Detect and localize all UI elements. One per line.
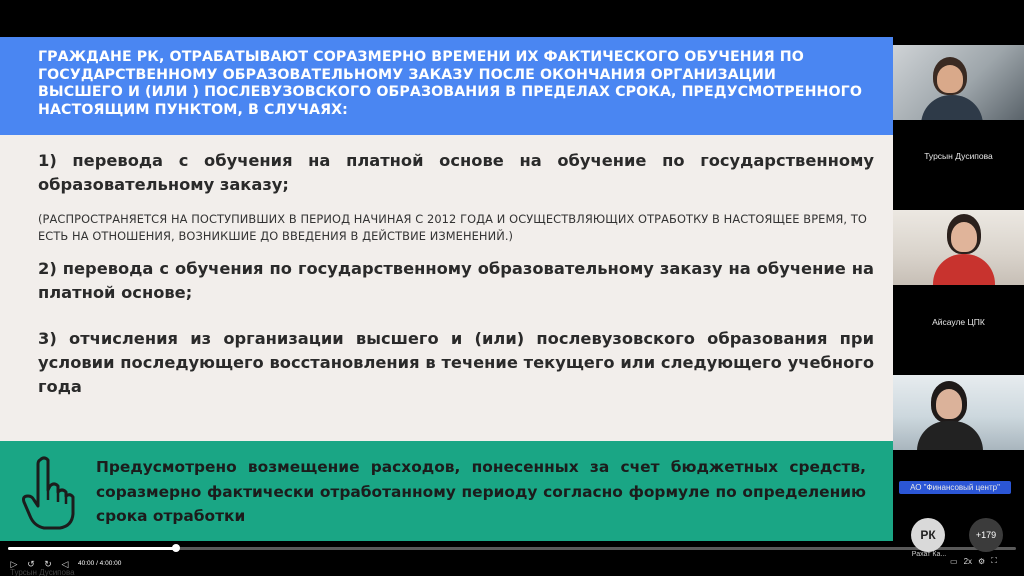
participant-video [893, 45, 1024, 120]
player-settings [950, 556, 997, 566]
volume-icon[interactable]: ◁ [61, 559, 69, 569]
attendee-name: Рахат Ка... [911, 551, 947, 558]
participant-tile[interactable] [893, 37, 1024, 202]
point-1-note: (РАСПРОСТРАНЯЕТСЯ НА ПОСТУПИВШИХ В ПЕРИОД НАЧИНАЯ С 2012 ГОДА И ОСУЩЕСТВЛЯЮЩИХ ОТРАБОТКУ В НАСТОЯЩЕЕ ВРЕМЯ, ТО ЕСТЬ НА ОТНОШЕНИЯ, ВОЗНИКШИЕ ДО ВВЕДЕНИЯ В ДЕЙСТВИЕ ИЗМЕНЕНИЙ.) [38, 212, 867, 243]
presentation-slide [0, 37, 893, 541]
participant-name-active: АО "Финансовый центр" [899, 481, 1011, 494]
participant-name: Айсауле ЦПК [932, 317, 985, 327]
point-3: 3) отчисления из организации высшего и (или) послевузовского образования при условии последующего восстановления в течение текущего или следующего учебного года [38, 329, 874, 396]
participants-panel [893, 37, 1024, 507]
slide-body [38, 149, 874, 399]
participant-name: Турсын Дусипова [924, 151, 993, 161]
slide-footer [0, 441, 893, 541]
gear-icon[interactable]: ⚙ [978, 556, 986, 566]
participant-video [893, 375, 1024, 450]
pointing-hand-icon [20, 456, 78, 530]
rewind-icon[interactable]: ↺ [27, 559, 35, 569]
playback-time: 40:00 / 4:00:00 [78, 560, 122, 567]
participant-video [893, 210, 1024, 285]
play-icon[interactable]: ▷ [10, 559, 18, 569]
progress-thumb[interactable] [172, 544, 180, 552]
point-2: 2) перевода с обучения по государственному образовательному заказу на обучение на платной основе; [38, 259, 874, 302]
speed-button[interactable]: 2x [963, 556, 973, 566]
player-controls [0, 541, 1024, 576]
slide-header-text: ГРАЖДАНЕ РК, ОТРАБАТЫВАЮТ СОРАЗМЕРНО ВРЕМЕНИ ИХ ФАКТИЧЕСКОГО ОБУЧЕНИЯ ПО ГОСУДАРСТВЕННОМУ ОБРАЗОВАТЕЛЬНОМУ ЗАКАЗУ ПОСЛЕ ОКОНЧАНИЯ ОРГАНИЗАЦИИ ВЫСШЕГО И (ИЛИ ) ПОСЛЕВУЗОВСКОГО ОБРАЗОВАНИЯ В ПРЕДЕЛАХ СРОКА, ПРЕДУСМОТРЕННОГО НАСТОЯЩИМ ПУНКТОМ, В СЛУЧАЯХ: [38, 49, 862, 118]
slide-footer-text: Предусмотрено возмещение расходов, понесенных за счет бюджетных средств, соразмерно фактически отработанному периоду согласно формуле по определению срока отработки [96, 458, 866, 525]
speaker-label: Турсын Дусипова [10, 568, 75, 576]
captions-icon[interactable]: ▭ [950, 556, 958, 566]
participant-tile[interactable] [893, 202, 1024, 367]
fullscreen-icon[interactable]: ⛶ [991, 556, 997, 565]
forward-icon[interactable]: ↻ [44, 559, 52, 569]
progress-bar[interactable] [8, 547, 1016, 550]
participant-tile[interactable] [893, 367, 1024, 532]
attendee-avatar[interactable]: РК [911, 518, 945, 552]
slide-header [0, 37, 893, 135]
point-1: 1) перевода с обучения на платной основе на обучение по государственному образовательному заказу; [38, 151, 874, 194]
more-attendees-button[interactable]: +179 [969, 518, 1003, 552]
progress-fill [8, 547, 176, 550]
